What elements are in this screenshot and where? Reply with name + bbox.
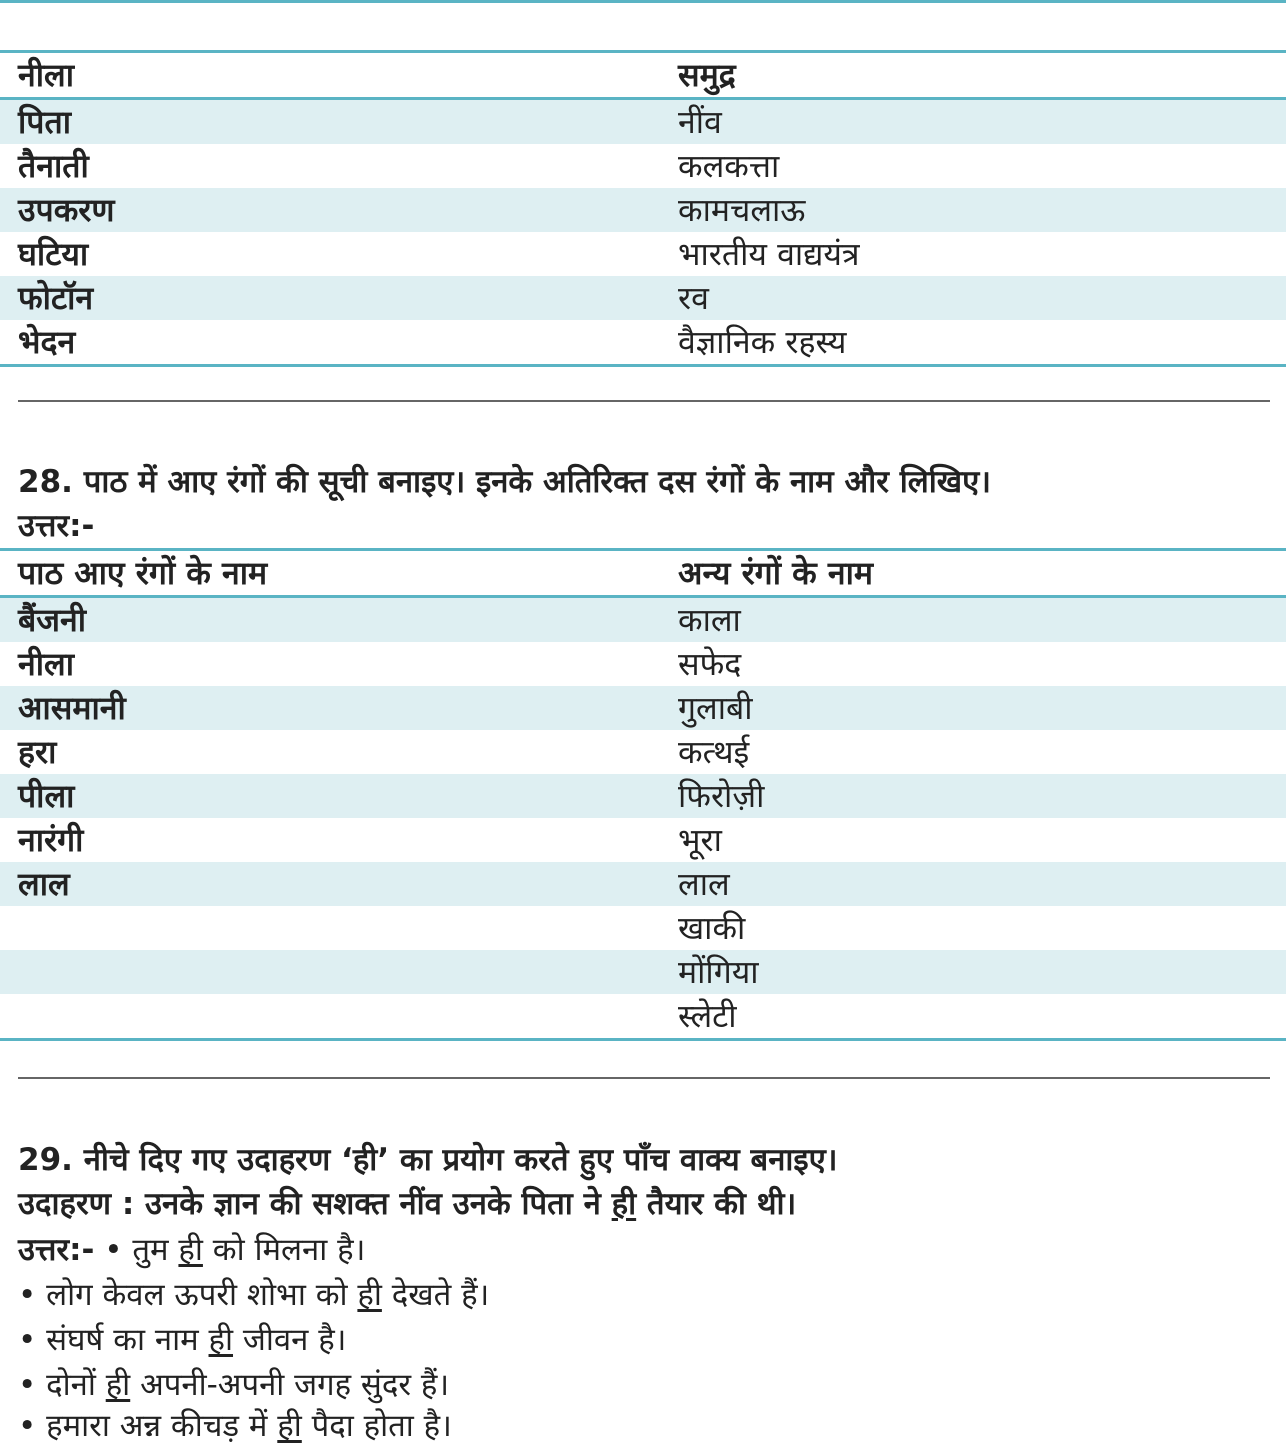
answer-highlight: ही [208,1322,234,1358]
cell: पीला [0,774,660,818]
table-row [0,642,1286,686]
cell: नींव [660,99,1286,145]
header-cell: समुद्र [660,52,1286,99]
table-row [0,818,1286,862]
section-divider [18,1077,1270,1079]
cell: रव [660,276,1286,320]
cell: आसमानी [0,686,660,730]
answer-pre: • तुम [104,1232,179,1268]
answer-highlight: ही [105,1367,131,1403]
cell: भूरा [678,821,722,859]
cell [0,906,660,950]
section-divider [18,400,1270,402]
answer-post: को मिलना है। [202,1232,366,1268]
table-row [0,950,1286,994]
cell: भेदन [18,323,76,361]
table-row [0,994,1286,1040]
table-row [0,862,1286,906]
example-post: तैयार की थी। [636,1186,797,1222]
cell: हरा [18,733,57,771]
cell: तैनाती [18,147,89,185]
cell: खाकी [678,909,746,947]
cell: उपकरण [0,188,660,232]
cell: फिरोज़ी [660,774,1286,818]
answer-post: पैदा होता है। [301,1408,452,1444]
answer-line [18,1363,449,1407]
cell: बैंजनी [0,597,660,643]
word-pair-table [0,50,1286,367]
top-rule [0,0,1286,3]
table-header-row [0,52,1286,99]
cell: कलकत्ता [678,147,780,185]
cell: नीला [18,645,75,683]
cell: लाल [0,862,660,906]
cell [0,994,660,1040]
table-header-row [0,550,1286,597]
header-cell: अन्य रंगों के नाम [660,550,1286,597]
cell: नारंगी [18,821,84,859]
cell: फोटॉन [0,276,660,320]
cell: लाल [660,862,1286,906]
answer-label: उत्तर:- [18,508,95,544]
table-row [0,906,1286,950]
table-row [0,99,1286,145]
cell: घटिया [18,235,89,273]
table-row [0,730,1286,774]
answer-line [18,1273,489,1317]
cell: कामचलाऊ [660,188,1286,232]
answer-label: उत्तर:- [18,1232,95,1268]
cell: स्लेटी [678,997,737,1035]
answer-pre: • संघर्ष का नाम [18,1322,209,1358]
question-29: 29. नीचे दिए गए उदाहरण ‘ही’ का प्रयोग करते हुए पाँच वाक्य बनाइए। [18,1142,838,1178]
table-row [0,276,1286,320]
example-highlight: ही [611,1186,637,1222]
answer-post: देखते हैं। [381,1277,490,1313]
cell: भारतीय वाद्ययंत्र [678,235,860,273]
table-row [0,232,1286,276]
cell: काला [660,597,1286,643]
cell: गुलाबी [660,686,1286,730]
cell: सफेद [678,645,742,683]
cell: मोंगिया [660,950,1286,994]
header-cell: पाठ आए रंगों के नाम [0,550,660,597]
example-pre: उदाहरण : उनके ज्ञान की सशक्त नींव उनके पिता ने [18,1186,612,1222]
answer-line [18,1318,346,1362]
table-row [0,188,1286,232]
header-cell: नीला [0,52,660,99]
table-row [0,144,1286,188]
table-row [0,774,1286,818]
answer-highlight: ही [277,1408,302,1444]
answer-highlight: ही [357,1277,382,1313]
table-row [0,597,1286,643]
cell [0,950,660,994]
answer-line [18,1228,365,1272]
answer-line [18,1404,452,1448]
answer-highlight: ही [178,1232,203,1268]
cell: कत्थई [678,733,750,771]
table-row [0,320,1286,366]
answer-post: जीवन है। [233,1322,347,1358]
colors-table [0,548,1286,1041]
question-28: 28. पाठ में आए रंगों की सूची बनाइए। इनके अतिरिक्त दस रंगों के नाम और लिखिए। [18,464,992,500]
answer-pre: • लोग केवल ऊपरी शोभा को [18,1277,358,1313]
answer-pre: • दोनों [18,1367,106,1403]
answer-pre: • हमारा अन्न कीचड़ में [18,1408,278,1444]
example-sentence [18,1182,796,1226]
cell: वैज्ञानिक रहस्य [678,323,847,361]
table-row [0,686,1286,730]
cell: पिता [0,99,660,145]
answer-post: अपनी-अपनी जगह सुंदर हैं। [130,1367,450,1403]
